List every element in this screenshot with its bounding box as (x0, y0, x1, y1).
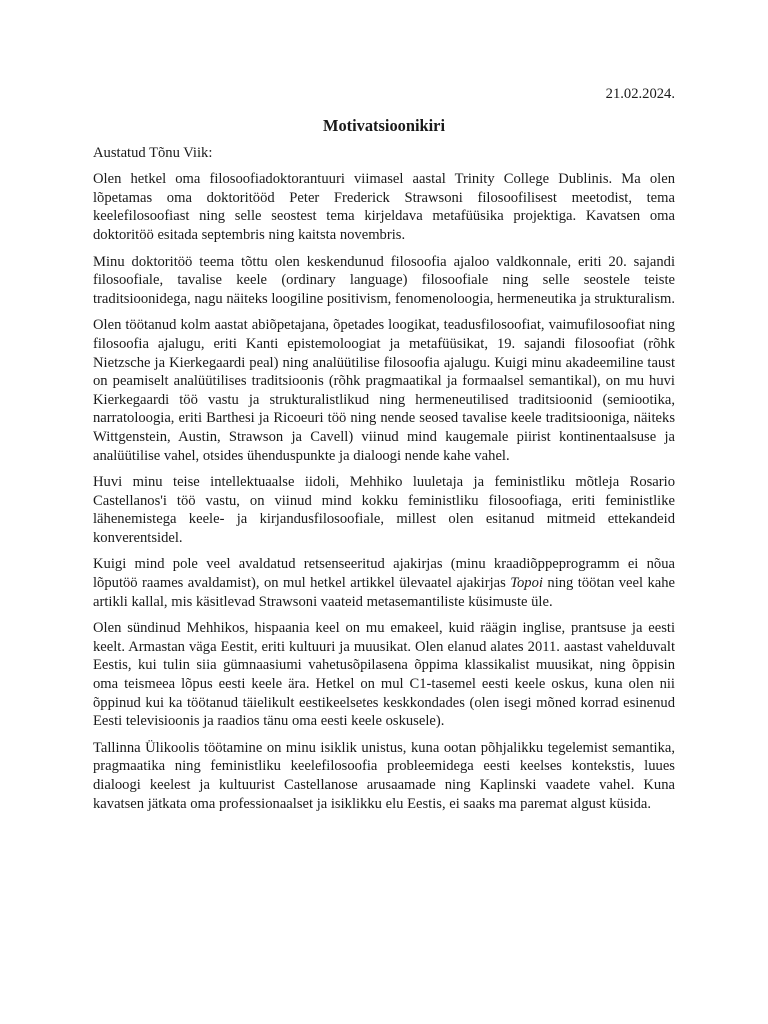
letter-page (93, 85, 675, 821)
letter-date: 21.02.2024. (605, 86, 675, 102)
paragraph-doctorate: Olen hetkel oma filosoofiadoktorantuuri viimasel aastal Trinity College Dublinis. Ma olen lõpetamas oma doktoritööd Peter Frederick Strawsoni filosoofilisest meetodist, tema keelefilosoofiast ning selle seostest tema kirjeldava metafüüsika projektiga. Kavatsen oma doktoritöö esitada septembris ning kaitsta novembris. (93, 171, 675, 243)
letter-title: Motivatsioonikiri (322, 115, 446, 135)
letter-salutation: Austatud Tõnu Viik: (93, 144, 213, 161)
paragraph-teaching-experience: Olen töötanud kolm aastat abiõpetajana, õpetades loogikat, teadusfilosoofiat, vaimufilosoofiat ning filosoofia ajalugu, eriti Kanti epistemoloogiat ja metafüüsikat, 19. sajandi filosoofiat (rõhk Nietzsche ja Kierkegaardi peal) ning analüütilise filosoofia ajalugu. Kuigi minu akadeemiline taust on peamiselt analüütilises traditsioonis (rõhk pragmaatikal ja formaalsel semantikal), on mu huvi Kierkegaardi töö vastu ja strukturalistlikud ning hermeneutilised traditsioonid (semiootika, narratoloogia, eriti Barthesi ja Ricoeuri töö ning nende seosed tavalise keele traditsiooniga, näiteks Wittgenstein, Austin, Strawson ja Cavell) viinud mind kaugemale piirist kontinentaalsuse ja analüütilise vahel, otsides ühenduspunkte ja dialoogi nende kahe vahel. (93, 317, 675, 464)
paragraph-publications (93, 555, 675, 611)
paragraph-research-focus: Minu doktoritöö teema tõttu olen keskendunud filosoofia ajaloo valdkonnale, eriti 20. sajandi filosoofiale, tavalise keele (ordinary language) filosoofiale ning selle seostele teiste traditsioonidega, nagu näiteks loogiline positivism, fenomenoloogia, hermeneutika ja strukturalism. (93, 253, 676, 307)
journal-name: Topoi (510, 575, 543, 592)
publications-text-before: Kuigi mind pole veel avaldatud retsenseeritud ajakirjas (minu kraadiõppeprogramm ei nõua lõputöö raames avaldamist), on mul hetkel artikkel ülevaatel ajakirjas (93, 556, 675, 592)
publications-text-after: ning töötan veel kahe artikli kallal, mis käsitlevad Strawsoni vaateid metasemantiliste küsimuste üle. (93, 575, 676, 610)
paragraph-motivation: Tallinna Ülikoolis töötamine on minu isiklik unistus, kuna ootan põhjalikku tegelemist semantika, pragmaatika ning feministliku keelefilosoofia probleemidega eesti keelses kontekstis, luues dialoogi keelest ja kultuurist Castellanose arusaamade ning Kaplinski vaadete vahel. Kuna kavatsen jätkata oma professionaalset ja isiklikku elu Eestis, ei saaks ma paremat algust küsida. (93, 739, 675, 812)
paragraph-feminist-philosophy: Huvi minu teise intellektuaalse iidoli, Mehhiko luuletaja ja feministliku mõtleja Rosario Castellanos'i töö vastu, on viinud mind kokku feministliku filosoofiaga, eriti feministlike lähenemistega keele- ja kirjandusfilosoofiale, millest olen esitanud mitmeid ettekandeid konverentsidel. (93, 474, 675, 546)
paragraph-languages: Olen sündinud Mehhikos, hispaania keel on mu emakeel, kuid räägin inglise, prantsuse ja eesti keelt. Armastan väga Eestit, eriti kultuuri ja muusikat. Olen elanud alates 2011. aastast vahelduvalt Eestis, kui tulin siia gümnaasiumi vahetusõpilasena õppima klassikalist muusikat, ning õppisin oma teismeea lõpus eesti keele ära. Hetkel on mul C1-tasemel eesti keele oskus, kuna olen nii õppinud kui ka töötanud täielikult eestikeelsetes keskkondades (olen isegi mõned korrad esinenud Eesti televisioonis ja raadios tänu oma eesti keele oskusele). (93, 620, 675, 730)
